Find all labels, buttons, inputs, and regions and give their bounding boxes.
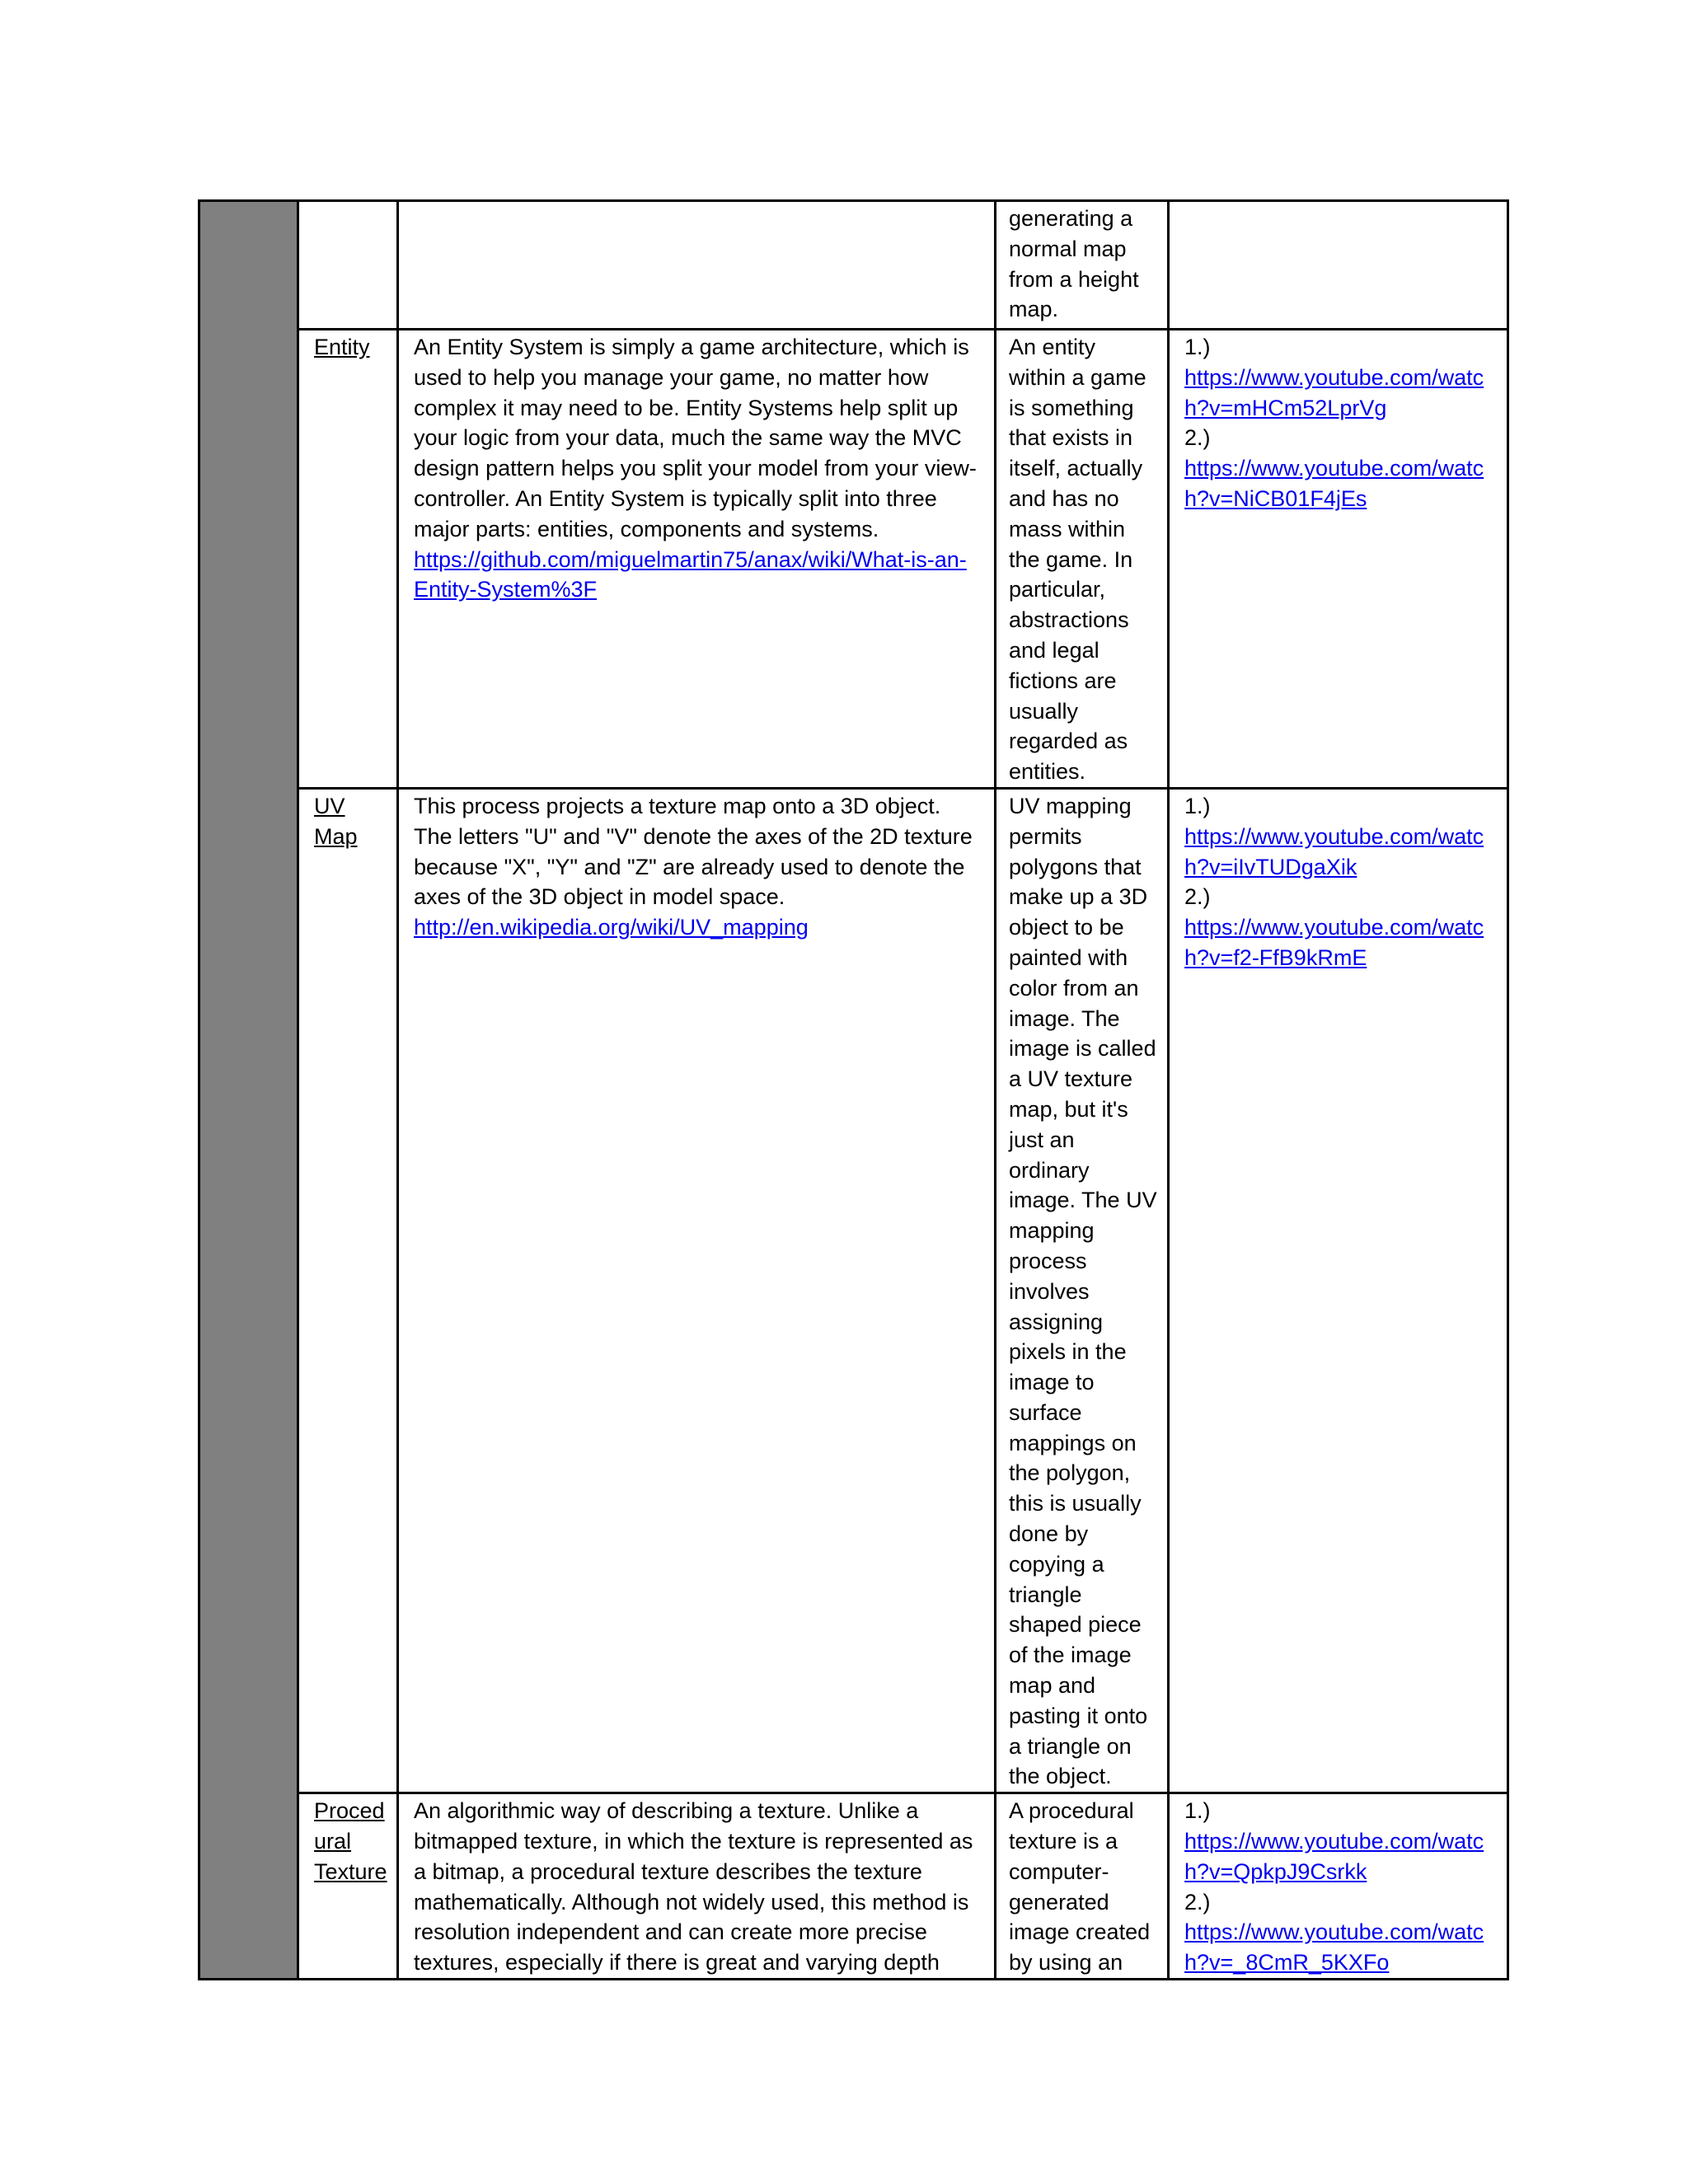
gray-margin-column	[199, 201, 298, 1980]
definition-text: This process projects a texture map onto a 3D object. The letters "U" and "V" denote the axes of the 2D texture because "X", "Y" and "Z" are already used to denote the axes of the 3D object in model space.	[414, 793, 973, 910]
definition-cell	[398, 1793, 996, 1980]
reference-link[interactable]: https://www.youtube.com/watch?v=QpkpJ9Csrkk	[1184, 1829, 1484, 1884]
references-cell	[1169, 330, 1508, 789]
table-row	[199, 201, 1508, 330]
reference-number: 2.)	[1184, 425, 1211, 451]
reference-link[interactable]: https://www.youtube.com/watch?v=iIvTUDgaXik	[1184, 823, 1484, 879]
definition-link[interactable]: http://en.wikipedia.org/wiki/UV_mapping	[414, 915, 809, 940]
example-cell	[996, 330, 1169, 789]
references-cell	[1169, 1793, 1508, 1980]
reference-number: 2.)	[1184, 1889, 1211, 1915]
example-text: generating a normal map from a height map.	[1009, 206, 1139, 322]
example-text: UV mapping permits polygons that make up a 3D object to be painted with color from an image. The image is called a UV texture map, but it's just an ordinary image. The UV mapping process involves assigning pixels in the image to surface mappings on the polygon, this is usually done by copying a triangle shaped piece of the image map and pasting it onto a triangle on the object.	[1009, 793, 1157, 1789]
example-cell	[996, 1793, 1169, 1980]
reference-link[interactable]: https://www.youtube.com/watch?v=NiCB01F4jEs	[1184, 456, 1484, 511]
reference-number: 1.)	[1184, 335, 1211, 359]
definition-text: An algorithmic way of describing a texture. Unlike a bitmapped texture, in which the texture is represented as a bitmap, a procedural texture describes the texture mathematically. Although not widely used, this method is resolution independent and can create more precise textures, especially if there is great and varying depth	[414, 1798, 973, 1975]
reference-link[interactable]: https://www.youtube.com/watch?v=mHCm52LprVg	[1184, 364, 1484, 420]
reference-number: 1.)	[1184, 1798, 1211, 1824]
reference-link[interactable]: https://www.youtube.com/watch?v=_8CmR_5KXFo	[1184, 1919, 1484, 1975]
term-cell	[298, 330, 398, 789]
definition-cell	[398, 330, 996, 789]
example-cell	[996, 201, 1169, 330]
term-text: UV Map	[314, 793, 358, 849]
reference-link[interactable]: https://www.youtube.com/watch?v=f2-FfB9kRmE	[1184, 915, 1484, 970]
example-text: An entity within a game is something that exists in itself, actually and has no mass within the game. In particular, abstractions and legal fictions are usually regarded as entities.	[1009, 335, 1146, 785]
definition-link[interactable]: https://github.com/miguelmartin75/anax/wiki/What-is-an-Entity-System%3F	[414, 546, 967, 602]
term-text: Entity	[314, 335, 370, 359]
table-row	[199, 330, 1508, 789]
term-cell	[298, 201, 398, 330]
definition-cell	[398, 788, 996, 1793]
definition-cell	[398, 201, 996, 330]
definition-text: An Entity System is simply a game architecture, which is used to help you manage your game, no matter how complex it may need to be. Entity Systems help split up your logic from your data, much the same way the MVC design pattern helps you split your model from your view-controller. An Entity System is typically split into three major parts: entities, components and systems.	[414, 335, 977, 541]
term-cell	[298, 1793, 398, 1980]
glossary-table	[198, 199, 1509, 1980]
references-cell	[1169, 201, 1508, 330]
table-row	[199, 788, 1508, 1793]
example-cell	[996, 788, 1169, 1793]
references-cell	[1169, 788, 1508, 1793]
example-text: A procedural texture is a computer-generated image created by using an	[1009, 1798, 1151, 1975]
term-text: Procedural Texture	[314, 1798, 387, 1884]
reference-number: 2.)	[1184, 884, 1211, 910]
term-cell	[298, 788, 398, 1793]
table-row	[199, 1793, 1508, 1980]
reference-number: 1.)	[1184, 793, 1211, 818]
